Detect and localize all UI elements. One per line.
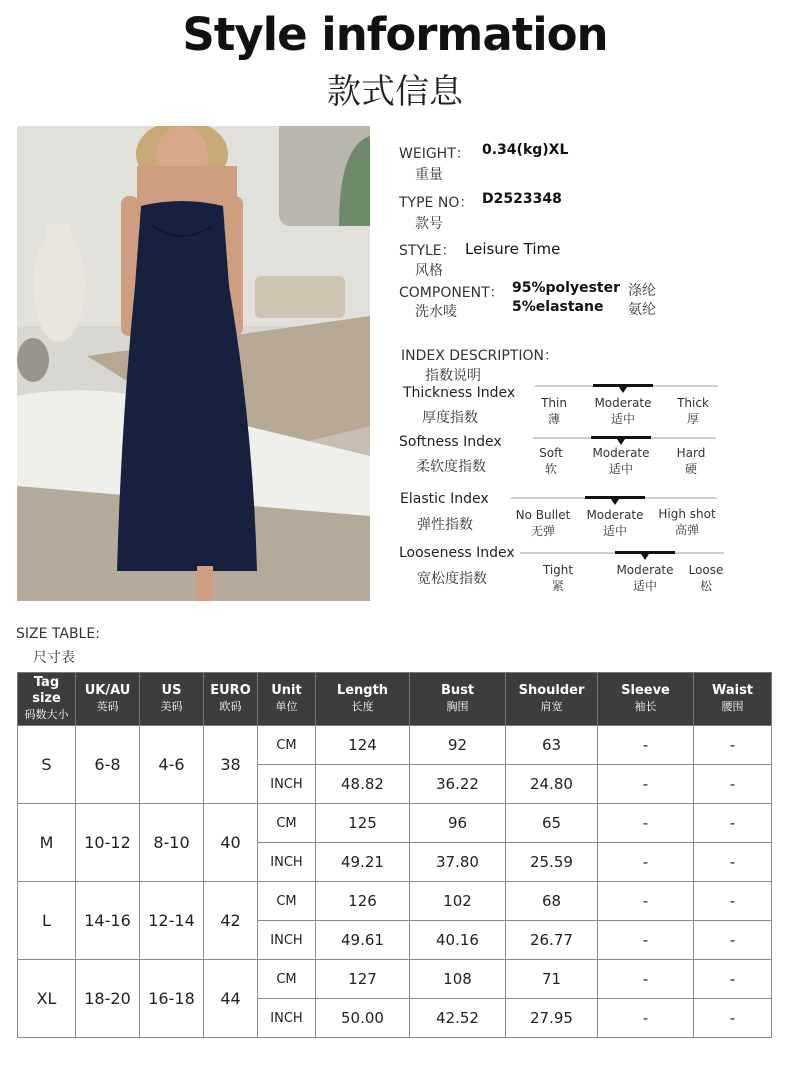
thickness-level-moderate: Moderate 适中 bbox=[594, 396, 652, 426]
tag-size-cell: L bbox=[18, 882, 76, 960]
type-no-value: D2523348 bbox=[482, 191, 562, 207]
bust-cell: 42.52 bbox=[410, 999, 506, 1038]
length-cell: 49.21 bbox=[316, 843, 410, 882]
sleeve-cell: - bbox=[598, 960, 694, 999]
index-label: INDEX DESCRIPTION： bbox=[401, 348, 559, 364]
elastic-level-no-bullet: No Bullet 无弹 bbox=[515, 508, 571, 538]
bust-cell: 102 bbox=[410, 882, 506, 921]
component-label-cn: 洗水唛 bbox=[415, 304, 457, 320]
table-row bbox=[18, 726, 772, 765]
index-label-cn: 指数说明 bbox=[425, 368, 481, 384]
weight-label: WEIGHT： bbox=[399, 146, 470, 162]
sleeve-cell: - bbox=[598, 882, 694, 921]
waist-cell: - bbox=[694, 921, 772, 960]
component-value-2: 5%elastane bbox=[512, 299, 604, 315]
unit-cell: INCH bbox=[258, 999, 316, 1038]
length-cell: 50.00 bbox=[316, 999, 410, 1038]
uk-size-cell: 14-16 bbox=[76, 882, 140, 960]
component-label: COMPONENT： bbox=[399, 285, 504, 301]
header-shoulder: Shoulder 肩宽 bbox=[506, 673, 598, 726]
header-us: US 美码 bbox=[140, 673, 204, 726]
looseness-level-moderate: Moderate 适中 bbox=[616, 563, 674, 593]
bust-cell: 40.16 bbox=[410, 921, 506, 960]
bust-cell: 96 bbox=[410, 804, 506, 843]
length-cell: 49.61 bbox=[316, 921, 410, 960]
softness-index-label: Softness Index bbox=[399, 434, 502, 450]
softness-level-moderate: Moderate 适中 bbox=[592, 446, 650, 476]
tag-size-cell: XL bbox=[18, 960, 76, 1038]
us-size-cell: 8-10 bbox=[140, 804, 204, 882]
bust-cell: 36.22 bbox=[410, 765, 506, 804]
component-value-1-cn: 涤纶 bbox=[628, 283, 656, 299]
euro-size-cell: 44 bbox=[204, 960, 258, 1038]
bust-cell: 92 bbox=[410, 726, 506, 765]
weight-label-cn: 重量 bbox=[415, 167, 443, 183]
sleeve-cell: - bbox=[598, 726, 694, 765]
uk-size-cell: 6-8 bbox=[76, 726, 140, 804]
thickness-pointer-icon bbox=[619, 387, 627, 393]
elastic-level-high-shot: High shot 高弹 bbox=[658, 507, 716, 537]
waist-cell: - bbox=[694, 843, 772, 882]
style-value: Leisure Time bbox=[465, 240, 561, 258]
thickness-level-thin: Thin 薄 bbox=[541, 396, 567, 426]
euro-size-cell: 40 bbox=[204, 804, 258, 882]
sleeve-cell: - bbox=[598, 804, 694, 843]
length-cell: 124 bbox=[316, 726, 410, 765]
header-length: Length 长度 bbox=[316, 673, 410, 726]
shoulder-cell: 63 bbox=[506, 726, 598, 765]
waist-cell: - bbox=[694, 999, 772, 1038]
tag-size-cell: M bbox=[18, 804, 76, 882]
header-bust: Bust 胸围 bbox=[410, 673, 506, 726]
product-image bbox=[17, 126, 370, 601]
unit-cell: CM bbox=[258, 726, 316, 765]
shoulder-cell: 25.59 bbox=[506, 843, 598, 882]
elastic-index-label: Elastic Index bbox=[400, 491, 489, 507]
unit-cell: INCH bbox=[258, 765, 316, 804]
elastic-pointer-icon bbox=[611, 499, 619, 505]
waist-cell: - bbox=[694, 765, 772, 804]
style-label: STYLE： bbox=[399, 243, 456, 259]
shoulder-cell: 26.77 bbox=[506, 921, 598, 960]
unit-cell: CM bbox=[258, 960, 316, 999]
looseness-level-tight: Tight 紧 bbox=[542, 563, 574, 593]
unit-cell: INCH bbox=[258, 843, 316, 882]
header-euro: EURO 欧码 bbox=[204, 673, 258, 726]
shoulder-cell: 71 bbox=[506, 960, 598, 999]
waist-cell: - bbox=[694, 804, 772, 843]
length-cell: 125 bbox=[316, 804, 410, 843]
looseness-index-label: Looseness Index bbox=[399, 545, 515, 561]
shoulder-cell: 65 bbox=[506, 804, 598, 843]
softness-level-hard: Hard 硬 bbox=[676, 446, 706, 476]
elastic-level-moderate: Moderate 适中 bbox=[586, 508, 644, 538]
sleeve-cell: - bbox=[598, 843, 694, 882]
component-value-1: 95%polyester bbox=[512, 280, 620, 296]
thickness-index-label-cn: 厚度指数 bbox=[422, 410, 478, 426]
header-waist: Waist 腰围 bbox=[694, 673, 772, 726]
bust-cell: 108 bbox=[410, 960, 506, 999]
thickness-index-label: Thickness Index bbox=[403, 385, 516, 401]
euro-size-cell: 38 bbox=[204, 726, 258, 804]
softness-index-label-cn: 柔软度指数 bbox=[416, 459, 486, 475]
thickness-level-thick: Thick 厚 bbox=[677, 396, 709, 426]
waist-cell: - bbox=[694, 882, 772, 921]
unit-cell: CM bbox=[258, 804, 316, 843]
tag-size-cell: S bbox=[18, 726, 76, 804]
unit-cell: INCH bbox=[258, 921, 316, 960]
shoulder-cell: 68 bbox=[506, 882, 598, 921]
uk-size-cell: 10-12 bbox=[76, 804, 140, 882]
length-cell: 127 bbox=[316, 960, 410, 999]
header-uk-au: UK/AU 英码 bbox=[76, 673, 140, 726]
component-value-2-cn: 氨纶 bbox=[628, 302, 656, 318]
page-subtitle: 款式信息 bbox=[327, 72, 463, 112]
waist-cell: - bbox=[694, 960, 772, 999]
size-table-header bbox=[18, 673, 772, 726]
sleeve-cell: - bbox=[598, 765, 694, 804]
shoulder-cell: 24.80 bbox=[506, 765, 598, 804]
sleeve-cell: - bbox=[598, 999, 694, 1038]
header-unit: Unit 单位 bbox=[258, 673, 316, 726]
sleeve-cell: - bbox=[598, 921, 694, 960]
shoulder-cell: 27.95 bbox=[506, 999, 598, 1038]
softness-level-soft: Soft 软 bbox=[539, 446, 563, 476]
size-table-label: SIZE TABLE: bbox=[16, 626, 100, 642]
weight-value: 0.34(kg)XL bbox=[482, 142, 569, 158]
size-table bbox=[17, 672, 772, 1038]
looseness-pointer-icon bbox=[641, 554, 649, 560]
bust-cell: 37.80 bbox=[410, 843, 506, 882]
type-no-label: TYPE NO： bbox=[399, 195, 474, 211]
looseness-level-loose: Loose 松 bbox=[688, 563, 724, 593]
elastic-index-label-cn: 弹性指数 bbox=[417, 517, 473, 533]
header-tag-size: Tag size 码数大小 bbox=[18, 673, 76, 726]
us-size-cell: 4-6 bbox=[140, 726, 204, 804]
uk-size-cell: 18-20 bbox=[76, 960, 140, 1038]
header-sleeve: Sleeve 袖长 bbox=[598, 673, 694, 726]
type-no-label-cn: 款号 bbox=[415, 216, 443, 232]
waist-cell: - bbox=[694, 726, 772, 765]
length-cell: 48.82 bbox=[316, 765, 410, 804]
page-title: Style information bbox=[182, 8, 608, 61]
table-row bbox=[18, 882, 772, 921]
size-table-label-cn: 尺寸表 bbox=[33, 650, 75, 666]
dress-photo bbox=[17, 126, 370, 601]
us-size-cell: 16-18 bbox=[140, 960, 204, 1038]
length-cell: 126 bbox=[316, 882, 410, 921]
style-label-cn: 风格 bbox=[415, 263, 443, 279]
table-row bbox=[18, 960, 772, 999]
table-row bbox=[18, 804, 772, 843]
us-size-cell: 12-14 bbox=[140, 882, 204, 960]
unit-cell: CM bbox=[258, 882, 316, 921]
euro-size-cell: 42 bbox=[204, 882, 258, 960]
looseness-index-label-cn: 宽松度指数 bbox=[417, 571, 487, 587]
